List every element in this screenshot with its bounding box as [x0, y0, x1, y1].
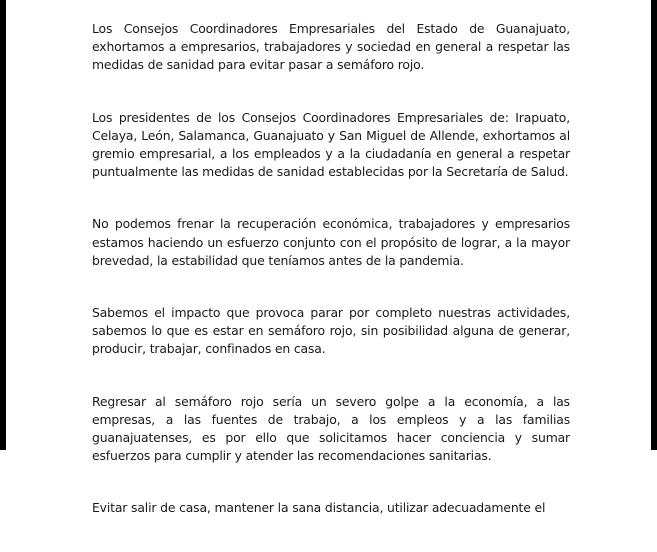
paragraph-2: Los presidentes de los Consejos Coordinadores Empresariales de: Irapuato, Celaya, León, Salamanca, Guanajuato y San Miguel de Allende, exhortamos al gremio empresarial, a los empleados y a la ciudadanía en general a respetar puntualmente las medidas de sanidad establecidas por la Secretaría de Salud. — [92, 109, 570, 180]
paragraph-6: Evitar salir de casa, mantener la sana distancia, utilizar adecuadamente el — [92, 500, 546, 516]
paragraph-5: Regresar al semáforo rojo sería un severo golpe a la economía, a las empresas, a las fuentes de trabajo, a los empleos y a las familias guanajuatenses, es por ello que solicitamos hacer conciencia y sumar esfuerzos para cumplir y atender las recomendaciones sanitarias. — [92, 393, 570, 464]
paragraph-3: No podemos frenar la recuperación económica, trabajadores y empresarios estamos haciendo un esfuerzo conjunto con el propósito de lograr, a la mayor brevedad, la estabilidad que teníamos antes de la pandemia. — [92, 216, 570, 268]
page-border-right — [651, 0, 657, 450]
paragraph-1: Los Consejos Coordinadores Empresariales del Estado de Guanajuato, exhortamos a empresarios, trabajadores y sociedad en general a respetar las medidas de sanidad para evitar pasar a semáforo rojo. — [92, 21, 570, 73]
document-page — [6, 0, 651, 516]
paragraph-4: Sabemos el impacto que provoca parar por completo nuestras actividades, sabemos lo que es estar en semáforo rojo, sin posibilidad alguna de generar, producir, trabajar, confinados en casa. — [92, 305, 570, 357]
document-body — [92, 20, 570, 552]
